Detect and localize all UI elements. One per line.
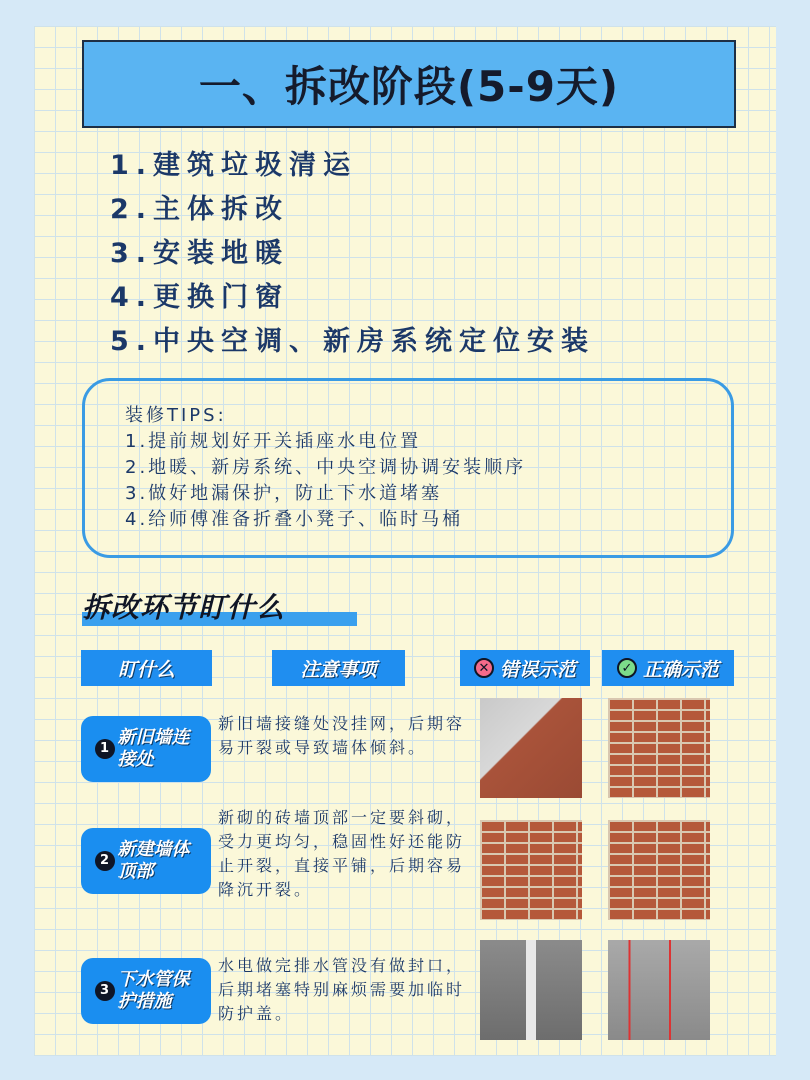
right-example-photo	[608, 820, 710, 920]
cross-circle-icon: ✕	[474, 658, 494, 678]
header-watch-label: 盯什么	[117, 658, 175, 681]
tip-item: 2.地暖、新房系统、中央空调协调安装顺序	[125, 457, 527, 478]
stage-item: 2.主体拆改	[110, 194, 290, 225]
number-badge: 1	[95, 739, 115, 759]
header-right	[602, 650, 734, 686]
tip-item: 3.做好地漏保护，防止下水道堵塞	[125, 483, 443, 504]
tip-item: 1.提前规划好开关插座水电位置	[125, 431, 422, 452]
stage-list	[110, 148, 595, 368]
section-title-text: 拆改环节盯什么	[82, 591, 286, 624]
header-notes-label: 注意事项	[300, 658, 377, 681]
stage-item: 3.安装地暖	[110, 238, 290, 269]
wrong-example-photo	[480, 698, 582, 798]
watch-item-2	[81, 828, 211, 894]
stage-item: 1.建筑垃圾清运	[110, 150, 358, 181]
check-circle-icon: ✓	[617, 658, 637, 678]
stage-item: 5.中央空调、新房系统定位安装	[110, 326, 596, 357]
header-watch	[81, 650, 212, 686]
wrong-example-photo	[480, 940, 582, 1040]
number-badge: 2	[95, 851, 115, 871]
page-title: 一、拆改阶段(5-9天)	[198, 62, 620, 111]
page-title-banner	[82, 40, 736, 128]
header-right-label: 正确示范	[642, 658, 719, 681]
stage-item: 4.更换门窗	[110, 282, 290, 313]
watch-item-label: 新建墙体顶部	[117, 839, 190, 882]
watch-item-1	[81, 716, 211, 782]
watch-item-label: 下水管保护措施	[117, 969, 190, 1012]
header-wrong	[460, 650, 590, 686]
header-wrong-label: 错误示范	[499, 658, 576, 681]
section-title	[82, 586, 285, 626]
tip-item: 4.给师傅准备折叠小凳子、临时马桶	[125, 509, 464, 530]
wrong-example-photo	[480, 820, 582, 920]
right-example-photo	[608, 698, 710, 798]
note-text: 新砌的砖墙顶部一定要斜砌，受力更均匀，稳固性好还能防止开裂，直接平铺，后期容易降沉开裂。	[218, 808, 466, 899]
note-text: 水电做完排水管没有做封口，后期堵塞特别麻烦需要加临时防护盖。	[218, 956, 466, 1023]
number-badge: 3	[95, 981, 115, 1001]
watch-item-3	[81, 958, 211, 1024]
right-example-photo	[608, 940, 710, 1040]
watch-item-label: 新旧墙连接处	[117, 727, 190, 770]
header-notes	[272, 650, 405, 686]
note-text: 新旧墙接缝处没挂网，后期容易开裂或导致墙体倾斜。	[218, 714, 466, 757]
tips-box	[82, 378, 734, 558]
tips-heading: 装修TIPS:	[125, 405, 227, 426]
